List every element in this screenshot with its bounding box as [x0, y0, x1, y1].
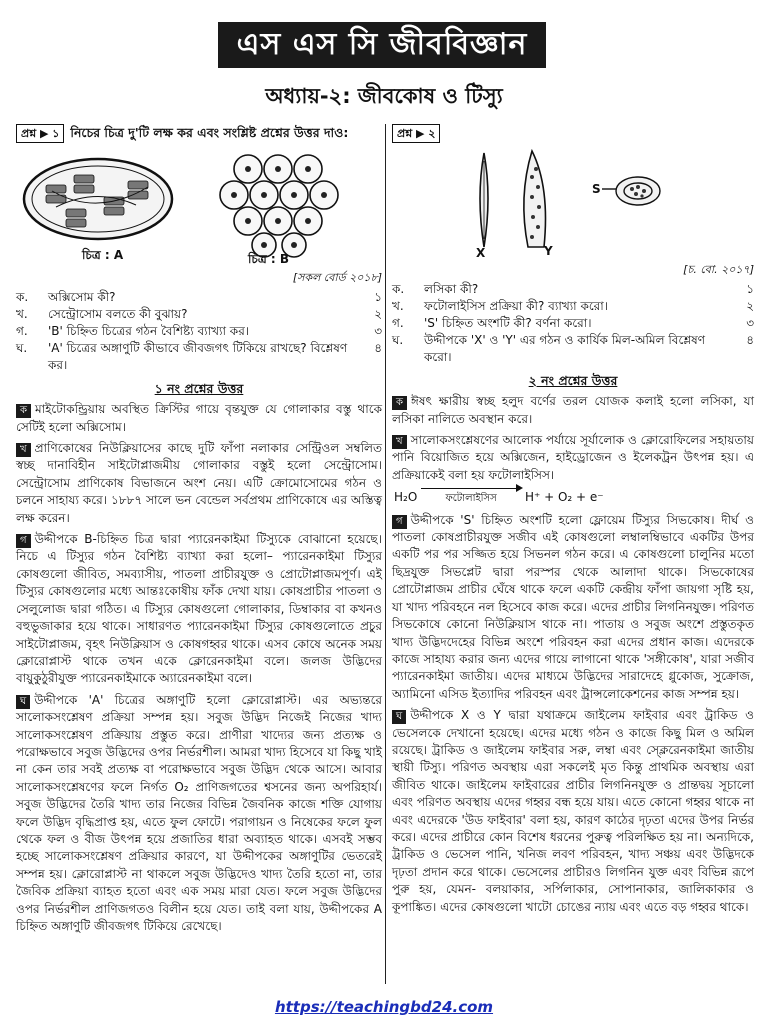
figure-x-label: X [476, 246, 486, 261]
answer-gh [16, 692, 382, 936]
figure-y-tracheid [524, 151, 546, 247]
question-1-header [16, 124, 382, 143]
figure-b-label: চিত্র : B [248, 252, 290, 267]
sub-key: গ. [16, 323, 28, 338]
figure-a-label: চিত্র : A [82, 248, 124, 263]
sub-text: 'A' চিত্রের অঙ্গাণুটি কীভাবে জীবজগৎ টিকিয়ে রাখছে? বিশ্লেষণ কর। [48, 340, 348, 372]
chapter-title: অধ্যায়-২: জীবকোষ ও টিস্যু [265, 84, 503, 108]
answer-kh [392, 432, 754, 484]
sub-text: 'B' চিহ্নিত চিত্রের গঠন বৈশিষ্ট্য ব্যাখ্যা কর। [48, 323, 250, 338]
equation-arrow-label: ফটোলাইসিস [445, 493, 497, 505]
question-2-subquestions [392, 281, 754, 366]
subquestion [392, 332, 754, 366]
equation-reactant: H₂O [394, 490, 418, 505]
subquestion [16, 289, 382, 306]
sub-marks: ২ [374, 306, 382, 321]
equation-products: H⁺ + O₂ + e⁻ [524, 490, 604, 505]
sub-marks: ৩ [746, 315, 754, 330]
answer-1-title: ১ নং প্রশ্নের উত্তর [154, 380, 244, 396]
sub-key: খ. [16, 306, 28, 321]
figure-s-sieve-cell [602, 177, 660, 205]
subquestion [392, 315, 754, 332]
answer-badge: খ [392, 435, 407, 449]
answer-2-title: ২ নং প্রশ্নের উত্তর [528, 372, 618, 388]
answer-text: উদ্দীপকে 'A' চিত্রের অঙ্গাণুটি হলো ক্লোরোপ্লাস্ট। এর অভ্যন্তরে সালোকসংশ্লেষণ প্রক্রিয়া সম্পন্ন হয়। সবুজ উদ্ভিদ নিজেই নিজের খাদ্য সালোকসংশ্লেষণ প্রক্রিয়ায় প্রস্তুত করে। প্রাণীরা খাদ্যের জন্য প্রত্যক্ষ ও পরোক্ষভাবে সবুজ উদ্ভিদের ওপর নির্ভরশীল। আমরা খাদ্য হিসেবে যা কিছু খাই না কেন তার সবই প্রত্যক্ষ বা পরোক্ষভাবে সবুজ উদ্ভিদ থেকে আসে। আবার সালোকসংশ্লেষণের ফলে নির্গত O₂ প্রাণিজগতের শ্বসনের জন্য অপরিহার্য। সবুজ উদ্ভিদের তৈরি খাদ্য তার নিজের বিভিন্ন জৈবনিক কাজে শক্তি যোগায় ফলে উদ্ভিদ বৃদ্ধিপ্রাপ্ত হয়, এতে ফুল ফোটে। পরাগায়ন ও নিষেকের ফলে ফুল থেকে ফল ও বীজ উৎপন্ন হয়ে প্রজাতির ধারা অব্যাহত থাকে। এসবই সম্ভব হচ্ছে সালোকসংশ্লেষণ প্রক্রিয়ার কারণে, যা উদ্দীপকের অঙ্গাণুটির ভেতরেই সম্পন্ন হয়। ক্লোরোপ্লাস্ট না থাকলে সবুজ উদ্ভিদেও খাদ্য তৈরি হতো না, তার জৈবিক প্রক্রিয়া ব্যাহত হতো এবং এক সময় মারা যেত। ফলে সবুজ উদ্ভিদের ওপর নির্ভরশীল প্রাণিজগতও বিলীন হয়ে যেত। তাই বলা যায়, উদ্দীপকের A চিহ্নিত অঙ্গাণুটি জীবজগৎ টিকিয়ে রেখেছে। [16, 692, 382, 933]
sub-marks: ৪ [374, 340, 382, 355]
answer-text: উদ্দীপকে B-চিহ্নিত চিত্র দ্বারা প্যারেনকাইমা টিস্যুকে বোঝানো হয়েছে। নিচে এ টিস্যুর গঠন বৈশিষ্ট্য ব্যাখ্যা করা হলো– প্যারেনকাইমা টিস্যুর কোষগুলো জীবিত, সমব্যাসীয়, পাতলা প্রাচীরযুক্ত ও প্রোটোপ্লাজমপূর্ণ। এই টিস্যুর কোষগুলোর মধ্যে আন্তঃকোষীয় ফাঁক দেখা যায়। কোষপ্রাচীর পাতলা ও সেলুলোজ দ্বারা গঠিত। এ টিস্যুর কোষগুলো গোলাকার, ডিম্বাকার বা কখনও বহুভুজাকার হয়ে থাকে। সাধারণত প্যারেনকাইমা টিস্যুর কোষগুলোতে প্রচুর সাইটোপ্লাজম, বৃহৎ নিউক্লিয়াস ও কোষগহ্বর থাকে। এসব কোষে অনেক সময় ক্লোরোপ্লাস্ট থাকে তখন একে ক্লোরেনকাইমা বলে। জলজ উদ্ভিদের বায়ুকুঠুরীযুক্ত প্যারেনকাইমাকে অ্যারেনকাইমা বলে। [16, 532, 382, 686]
photolysis-equation [394, 488, 754, 507]
question-1-prompt: নিচের চিত্র দু'টি লক্ষ কর এবং সংশ্লিষ্ট প্রশ্নের উত্তর দাও: [70, 125, 349, 140]
sub-key: ঘ. [16, 340, 28, 355]
sub-text: সেন্ট্রোসোম বলতে কী বুঝায়? [48, 306, 188, 321]
answer-badge: গ [16, 534, 31, 548]
answer-text: উদ্দীপকে 'S' চিহ্নিত অংশটি হলো ফ্লোয়েম টিস্যুর সিভকোষ। দীর্ঘ ও পাতলা কোষপ্রাচীরযুক্ত সজীব এই কোষগুলো লম্বালম্বিভাবে একটির উপর একটি পর পর সজ্জিত হয়ে সিভনল গঠন করে। এ কোষগুলো চালুনির মতো ছিদ্রযুক্ত সিভপ্লেট দ্বারা পরস্পর থেকে আলাদা থাকে। সিভকোষের প্রোটোপ্লাজম প্রাচীর ঘেঁষে থাকে ফলে একটি কেন্দ্রীয় ফাঁপা জায়গা সৃষ্টি হয়, যা খাদ্য পরিবহনে নল হিসেবে কাজ করে। এদের প্রাচীর লিগনিনযুক্ত। পরিণত সিভকোষে কোনো নিউক্লিয়াস থাকে না। পাতায় ও সবুজ অংশে প্রস্তুতকৃত খাদ্য উদ্ভিদদেহের বিভিন্ন অংশে পরিবহন করা এদের প্রধান কাজ। এদেরকে কাজে সাহায্য করার জন্য এদের গায়ে লাগানো থাকে 'সঙ্গীকোষ', যারা সজীব প্যারেনকাইমা জাতীয়। এদের মাধ্যমে উদ্ভিদের সারাদেহে গ্লুকোজ, সুক্রোজ, অ্যামিনো এসিড ইত্যাদির পরিবহন এবং ট্রান্সলোকেশনের কাজ সম্পন্ন হয়। [392, 512, 754, 701]
sub-marks: ২ [746, 298, 754, 313]
answer-badge: ঘ [392, 710, 406, 724]
column-divider [385, 124, 386, 984]
subquestion [16, 340, 382, 374]
answer-text: ঈষৎ ক্ষারীয় স্বচ্ছ হলুদ বর্ণের তরল যোজক কলাই হলো লসিকা, যা লসিকা নালিতে অবস্থান করে। [392, 394, 754, 426]
question-2-tag: প্রশ্ন ▶ ২ [392, 124, 440, 143]
sub-marks: ১ [374, 289, 382, 304]
answer-text: উদ্দীপকে X ও Y দ্বারা যথাক্রমে জাইলেম ফাইবার এবং ট্রাকিড ও ভেসেলকে দেখানো হয়েছে। এদের মধ্যে গঠন ও কাজে কিছু মিল ও অমিল রয়েছে। ট্রাকিড ও জাইলেম ফাইবার সরু, লম্বা এবং স্ক্লেরেনকাইমা জাতীয় স্থায়ী টিস্যু। পরিণত অবস্থায় এরা সকলেই মৃত কিন্তু প্রাথমিক অবস্থায় এরা জীবিত থাকে। জাইলেম ফাইবারের প্রাচীর লিগনিনযুক্ত ও প্রান্তদ্বয় সূচালো এবং পরিণত অবস্থায় এদের গহ্বর বন্ধ হয়ে যায়। এতে কোনো গহ্বর থাকে না এবং এদেরকে 'উড ফাইবার' বলা হয়, কারণ কাঠের দৃঢ়তা এদের উপর নির্ভর করে। এদের প্রাচীরে কোন বিশেষ ধরনের পুরুত্ব পরিলক্ষিত হয় না। অন্যদিকে, ট্রাকিড ও ভেসেল পানি, খনিজ লবণ পরিবহন, খাদ্য সঞ্চয় এবং উদ্ভিদকে দৃঢ়তা প্রদান করে থাকে। ভেসেলের প্রাচীরও লিগনিন যুক্ত এবং বিভিন্ন রূপে পুরু হয়, যেমন- বলয়াকার, সর্পিলাকার, সোপানাকার, জালিকাকার ও কূপাঙ্কিত। এদের কোষগুলো খাটো চোঙের ন্যায় এবং এতে বড় গহ্বর থাকে। [392, 708, 754, 914]
equation-arrow [421, 488, 521, 507]
answer-badge: খ [16, 443, 31, 457]
answer-k [392, 393, 754, 428]
sub-text: উদ্দীপকে 'X' ও 'Y' এর গঠন ও কার্যিক মিল-অমিল বিশ্লেষণ করো। [424, 332, 705, 364]
subquestion [16, 306, 382, 323]
figure-s-label: S [592, 182, 601, 197]
answer-text: প্রাণিকোষের নিউক্লিয়াসের কাছে দুটি ফাঁপা নলাকার সেন্ট্রিওল সম্বলিত স্বচ্ছ দানাবিহীন সাইটোপ্লাজমীয় গোলাকার বস্তুই হলো সেন্ট্রোসোম। সেন্ট্রোসোম প্রাণিকোষ বিভাজনে অংশ নেয়। এটি ক্রোমোসোমের গঠন ও চলনে সাহায্য করে। ১৮৮৭ সালে ভন বেন্ডেল সর্বপ্রথম প্রাণিকোষে এর অস্তিত্ব লক্ষ করেন। [16, 441, 382, 525]
answer-kh [16, 440, 382, 527]
sub-key: খ. [392, 298, 404, 313]
question-1-column [16, 124, 382, 939]
answer-badge: ঘ [16, 695, 30, 709]
answer-gh [392, 707, 754, 916]
figure-x-fiber [480, 153, 488, 247]
xylem-phloem-figures [392, 147, 754, 259]
answer-badge: গ [392, 515, 407, 529]
question-1-tag: প্রশ্ন ▶ ১ [16, 124, 64, 143]
subquestion [392, 281, 754, 298]
question-1-subquestions [16, 289, 382, 374]
question-1-source: [সকল বোর্ড ২০১৮] [292, 271, 382, 285]
answer-badge: ক [392, 396, 407, 410]
subquestion [392, 298, 754, 315]
footer [0, 998, 768, 1016]
sub-key: ক. [392, 281, 405, 296]
sub-marks: ৪ [746, 332, 754, 347]
figure-y-label: Y [544, 244, 553, 259]
answer-text: সালোকসংশ্লেষণের আলোক পর্যায়ে সূর্যালোক ও ক্লোরোফিলের সহায়তায় পানি বিয়োজিত হয়ে অক্সিজেন, হাইড্রোজেন ও ইলেকট্রন উৎপন্ন হয়। এ প্রক্রিয়াকেই বলা হয় ফটোলাইসিস। [392, 433, 754, 482]
page-title: এস এস সি জীববিজ্ঞান [218, 22, 546, 68]
sub-key: গ. [392, 315, 404, 330]
sub-key: ক. [16, 289, 29, 304]
sub-text: 'S' চিহ্নিত অংশটি কী? বর্ণনা করো। [424, 315, 592, 330]
question-2-header [392, 124, 754, 143]
sub-marks: ১ [746, 281, 754, 296]
answer-badge: ক [16, 404, 31, 418]
sub-text: অক্সিসোম কী? [48, 289, 116, 304]
sub-marks: ৩ [374, 323, 382, 338]
question-1-figures [16, 147, 382, 267]
answer-text: মাইটোকন্ড্রিয়ায় অবস্থিত ক্রিস্টির গায়ে বৃন্তযুক্ত যে গোলাকার বস্তু থাকে সেটিই হলো অক্সিসোম। [16, 402, 382, 434]
chloroplast-and-parenchyma-figures [16, 147, 382, 267]
sub-text: ফটোলাইসিস প্রক্রিয়া কী? ব্যাখ্যা করো। [424, 298, 609, 313]
answer-k [16, 401, 382, 436]
subquestion [16, 323, 382, 340]
answer-g [16, 531, 382, 688]
question-2-figures [392, 147, 754, 259]
footer-link[interactable]: https://teachingbd24.com [274, 998, 494, 1016]
question-2-column [392, 124, 754, 920]
sub-text: লসিকা কী? [424, 281, 479, 296]
answer-g [392, 512, 754, 703]
sub-key: ঘ. [392, 332, 404, 347]
figure-a-chloroplast [24, 159, 172, 239]
question-2-source: [চ. বো. ২০১৭] [683, 263, 754, 277]
